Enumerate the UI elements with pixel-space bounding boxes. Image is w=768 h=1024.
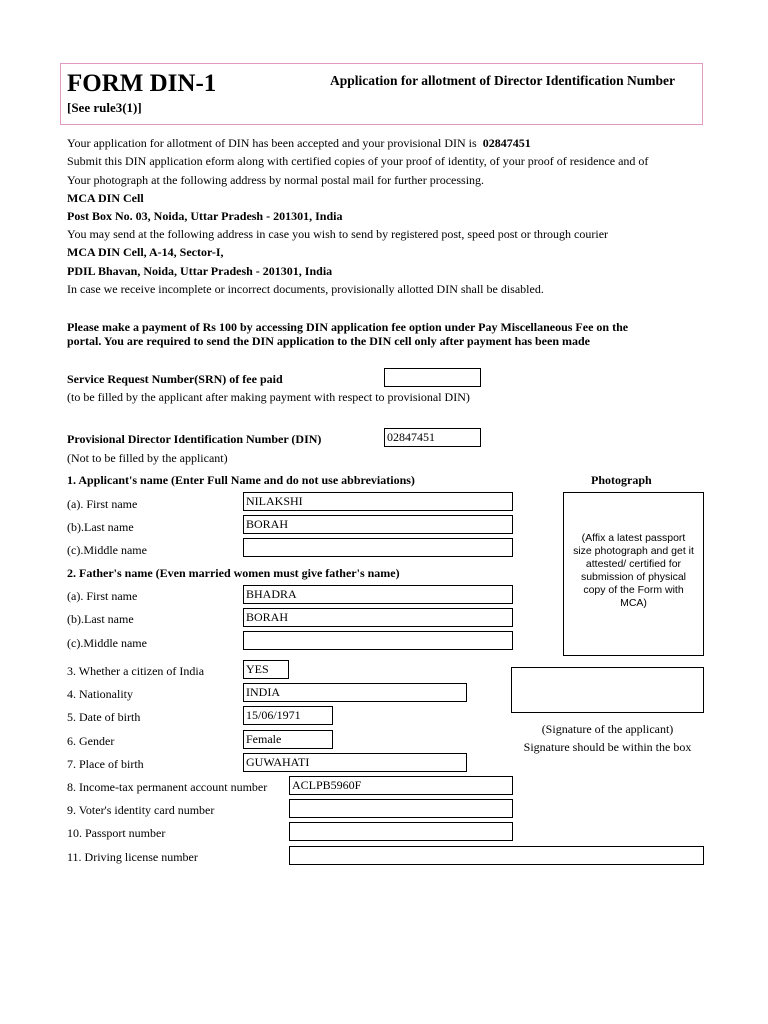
passport-input[interactable] bbox=[289, 822, 513, 841]
form-title: FORM DIN-1 bbox=[67, 70, 217, 97]
intro-line-3: Your photograph at the following address by normal postal mail for further processing. bbox=[67, 173, 485, 187]
address-1-line-2: Post Box No. 03, Noida, Uttar Pradesh - 201301, India bbox=[67, 209, 343, 223]
payment-notice-line-1: Please make a payment of Rs 100 by accessing DIN application fee option under Pay Miscellaneous Fee on the bbox=[67, 320, 629, 334]
intro-line-2: Submit this DIN application eform along with certified copies of your proof of identity, of your proof of residence and of bbox=[67, 154, 649, 168]
rule-reference: [See rule3(1)] bbox=[67, 100, 142, 115]
dob-label: 5. Date of birth bbox=[67, 710, 141, 724]
voter-id-input[interactable] bbox=[289, 799, 513, 818]
photograph-title: Photograph bbox=[591, 473, 652, 487]
place-of-birth-label: 7. Place of birth bbox=[67, 757, 144, 771]
father-last-name-input[interactable]: BORAH bbox=[243, 608, 513, 627]
applicant-middle-name-input[interactable] bbox=[243, 538, 513, 557]
signature-box[interactable] bbox=[511, 667, 704, 713]
gender-input[interactable]: Female bbox=[243, 730, 333, 749]
applicant-middle-name-label: (c).Middle name bbox=[67, 543, 147, 557]
payment-notice-line-2: portal. You are required to send the DIN application to the DIN cell only after payment has been made bbox=[67, 334, 590, 348]
citizen-input[interactable]: YES bbox=[243, 660, 289, 679]
address-2-line-2: PDIL Bhavan, Noida, Uttar Pradesh - 201301, India bbox=[67, 264, 333, 278]
signature-note: Signature should be within the box bbox=[523, 740, 692, 754]
driving-license-input[interactable] bbox=[289, 846, 704, 865]
address-2-line-1: MCA DIN Cell, A-14, Sector-I, bbox=[67, 245, 224, 259]
driving-license-label: 11. Driving license number bbox=[67, 850, 198, 864]
voter-id-label: 9. Voter's identity card number bbox=[67, 803, 215, 817]
applicant-first-name-input[interactable]: NILAKSHI bbox=[243, 492, 513, 511]
gender-label: 6. Gender bbox=[67, 734, 115, 748]
srn-note: (to be filled by the applicant after making payment with respect to provisional DIN) bbox=[67, 390, 470, 404]
intro-line-4: You may send at the following address in case you wish to send by registered post, speed post or through courier bbox=[67, 227, 609, 241]
form-heading: Application for allotment of Director Identification Number bbox=[330, 73, 675, 88]
din-note: (Not to be filled by the applicant) bbox=[67, 451, 228, 465]
intro-line-5: In case we receive incomplete or incorrect documents, provisionally allotted DIN shall be disabled. bbox=[67, 282, 544, 296]
father-middle-name-input[interactable] bbox=[243, 631, 513, 650]
dob-input[interactable]: 15/06/1971 bbox=[243, 706, 333, 725]
intro-line-1 bbox=[67, 136, 531, 151]
intro-provisional-din: 02847451 bbox=[482, 136, 531, 150]
applicant-last-name-label: (b).Last name bbox=[67, 520, 134, 534]
father-last-name-label: (b).Last name bbox=[67, 612, 134, 626]
intro-line-1-text: Your application for allotment of DIN has been accepted and your provisional DIN is bbox=[67, 136, 477, 150]
passport-label: 10. Passport number bbox=[67, 826, 166, 840]
citizen-label: 3. Whether a citizen of India bbox=[67, 664, 205, 678]
father-first-name-input[interactable]: BHADRA bbox=[243, 585, 513, 604]
srn-input[interactable] bbox=[384, 368, 481, 387]
place-of-birth-input[interactable]: GUWAHATI bbox=[243, 753, 467, 772]
father-name-heading: 2. Father's name (Even married women must give father's name) bbox=[67, 566, 400, 580]
father-middle-name-label: (c).Middle name bbox=[67, 636, 147, 650]
din-input[interactable]: 02847451 bbox=[384, 428, 481, 447]
applicant-name-heading: 1. Applicant's name (Enter Full Name and do not use abbreviations) bbox=[67, 473, 415, 487]
father-first-name-label: (a). First name bbox=[67, 589, 138, 603]
pan-label: 8. Income-tax permanent account number bbox=[67, 780, 268, 794]
signature-caption: (Signature of the applicant) bbox=[541, 722, 674, 736]
din-label: Provisional Director Identification Number (DIN) bbox=[67, 432, 322, 446]
nationality-input[interactable]: INDIA bbox=[243, 683, 467, 702]
nationality-label: 4. Nationality bbox=[67, 687, 133, 701]
applicant-last-name-input[interactable]: BORAH bbox=[243, 515, 513, 534]
address-1-line-1: MCA DIN Cell bbox=[67, 191, 144, 205]
srn-label: Service Request Number(SRN) of fee paid bbox=[67, 372, 283, 386]
pan-input[interactable]: ACLPB5960F bbox=[289, 776, 513, 795]
applicant-first-name-label: (a). First name bbox=[67, 497, 138, 511]
photograph-note: (Affix a latest passport size photograph and get it attested/ certified for submission of physical copy of the Form with MCA) bbox=[573, 532, 694, 609]
